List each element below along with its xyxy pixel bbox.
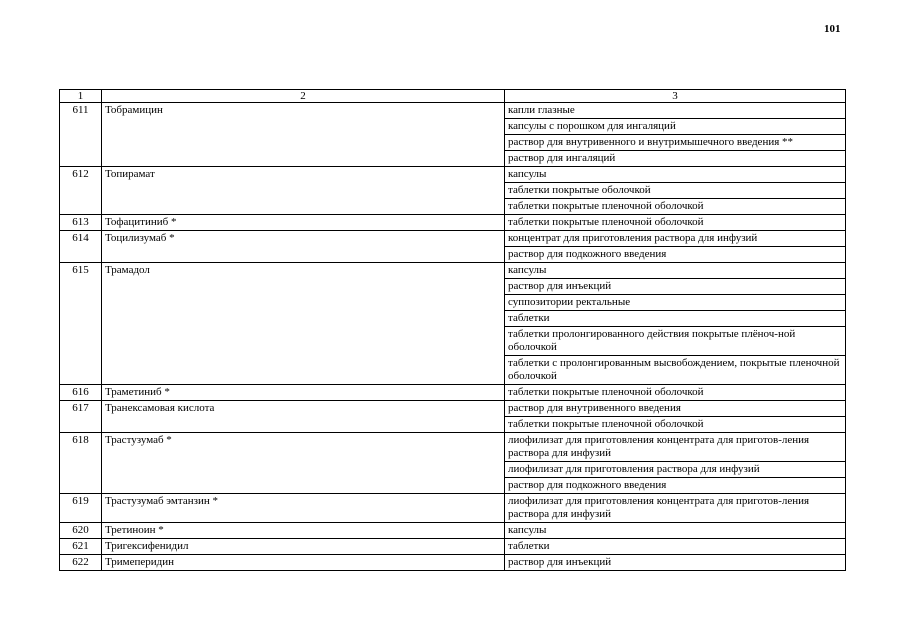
dosage-form: капсулы [505, 167, 846, 183]
table-row [60, 215, 846, 231]
dosage-form: раствор для инъекций [505, 555, 846, 571]
drug-name: Тригексифенидил [102, 539, 505, 555]
dosage-form: таблетки покрытые пленочной оболочкой [505, 417, 846, 433]
drug-name: Тоцилизумаб * [102, 231, 505, 263]
row-number: 620 [60, 523, 102, 539]
drug-name: Третиноин * [102, 523, 505, 539]
row-number: 611 [60, 103, 102, 167]
dosage-form: раствор для подкожного введения [505, 478, 846, 494]
dosage-form: таблетки покрытые пленочной оболочкой [505, 199, 846, 215]
dosage-form: суппозитории ректальные [505, 295, 846, 311]
row-number: 616 [60, 385, 102, 401]
row-number: 612 [60, 167, 102, 215]
column-header-name: 2 [102, 90, 505, 103]
dosage-form: таблетки покрытые пленочной оболочкой [505, 215, 846, 231]
dosage-form: лиофилизат для приготовления раствора для инфузий [505, 462, 846, 478]
table-row [60, 433, 846, 462]
row-number: 622 [60, 555, 102, 571]
dosage-form: таблетки покрытые оболочкой [505, 183, 846, 199]
dosage-form: таблетки пролонгированного действия покрытые плёноч-ной оболочкой [505, 327, 846, 356]
row-number: 617 [60, 401, 102, 433]
table-row [60, 494, 846, 523]
row-number: 619 [60, 494, 102, 523]
dosage-form: раствор для внутривенного введения [505, 401, 846, 417]
drug-name: Трамадол [102, 263, 505, 385]
dosage-form: капсулы [505, 263, 846, 279]
table-row [60, 401, 846, 417]
column-header-forms: 3 [505, 90, 846, 103]
row-number: 613 [60, 215, 102, 231]
dosage-form: раствор для подкожного введения [505, 247, 846, 263]
column-header-number: 1 [60, 90, 102, 103]
table-row [60, 231, 846, 247]
drug-name: Трастузумаб эмтанзин * [102, 494, 505, 523]
table-header [60, 90, 846, 103]
dosage-form: таблетки [505, 311, 846, 327]
dosage-form: лиофилизат для приготовления концентрата для приготов-ления раствора для инфузий [505, 433, 846, 462]
drug-name: Тобрамицин [102, 103, 505, 167]
table-body [60, 103, 846, 571]
drug-name: Траметиниб * [102, 385, 505, 401]
row-number: 614 [60, 231, 102, 263]
row-number: 615 [60, 263, 102, 385]
drug-name: Трастузумаб * [102, 433, 505, 494]
header-row [60, 90, 846, 103]
row-number: 621 [60, 539, 102, 555]
dosage-form: капли глазные [505, 103, 846, 119]
table-row [60, 263, 846, 279]
drug-name: Тримеперидин [102, 555, 505, 571]
dosage-form: раствор для инъекций [505, 279, 846, 295]
table-row [60, 523, 846, 539]
dosage-form: раствор для внутривенного и внутримышечного введения ** [505, 135, 846, 151]
table-row [60, 103, 846, 119]
drug-name: Топирамат [102, 167, 505, 215]
table-row [60, 555, 846, 571]
row-number: 618 [60, 433, 102, 494]
dosage-form: таблетки с пролонгированным высвобождением, покрытые пленочной оболочкой [505, 356, 846, 385]
dosage-form: таблетки покрытые пленочной оболочкой [505, 385, 846, 401]
table-row [60, 385, 846, 401]
drug-name: Тофацитиниб * [102, 215, 505, 231]
page-number: 101 [824, 23, 841, 35]
dosage-form: капсулы [505, 523, 846, 539]
medication-table [59, 89, 846, 571]
table-row [60, 539, 846, 555]
table-row [60, 167, 846, 183]
dosage-form: концентрат для приготовления раствора для инфузий [505, 231, 846, 247]
dosage-form: таблетки [505, 539, 846, 555]
dosage-form: капсулы с порошком для ингаляций [505, 119, 846, 135]
dosage-form: раствор для ингаляций [505, 151, 846, 167]
dosage-form: лиофилизат для приготовления концентрата для приготов-ления раствора для инфузий [505, 494, 846, 523]
drug-name: Транексамовая кислота [102, 401, 505, 433]
